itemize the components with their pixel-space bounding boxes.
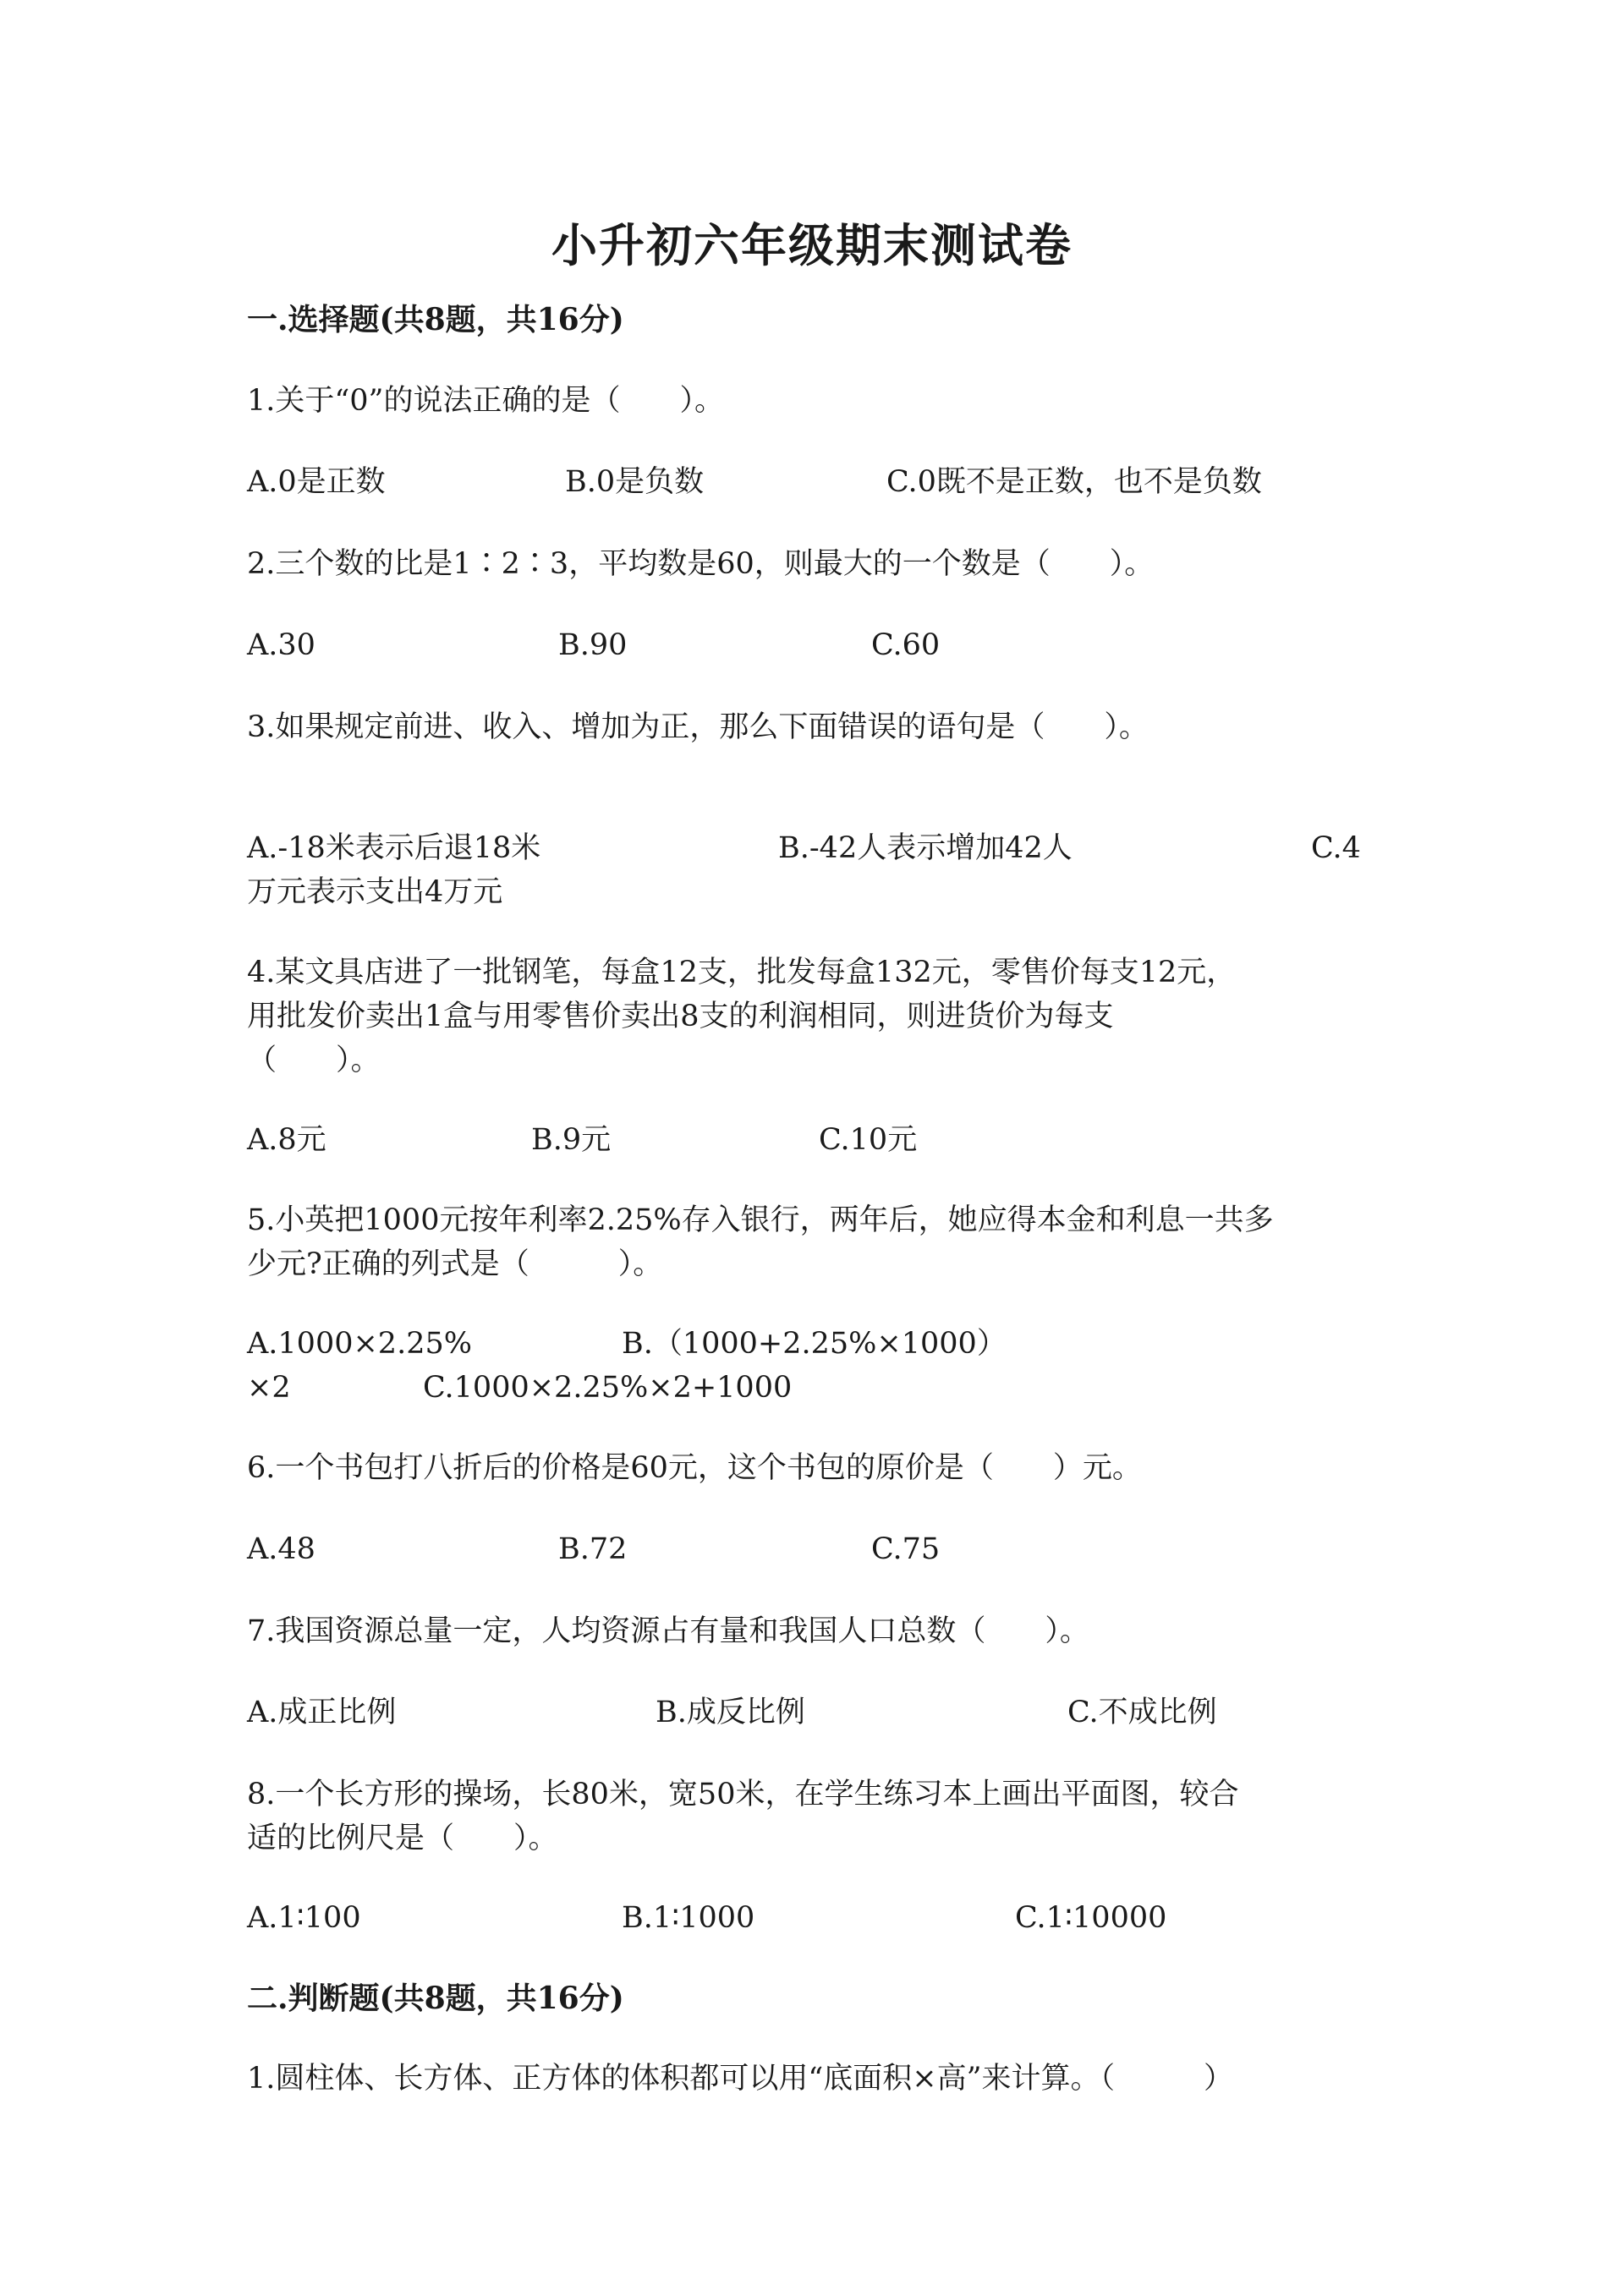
option-b: B.成反比例 [656,1696,805,1729]
option-b: B.1∶1000 [622,1901,755,1935]
option-a: A.1000×2.25% [247,1327,472,1361]
question-stem: 1.圆柱体、长方体、正方体的体积都可以用“底面积×高”来计算。（ ） [247,2062,1234,2096]
option-b: B.9元 [531,1123,612,1157]
option-a: A.0是正数 [247,465,386,499]
section-heading-choice: 一.选择题(共8题，共16分) [247,302,624,337]
question-stem-line2: 适的比例尺是（ ）。 [247,1822,558,1855]
option-a: A.-18米表示后退18米 [247,831,541,865]
option-c: C.4 [1311,831,1361,865]
question-stem-line2: 少元?正确的列式是（ ）。 [247,1247,663,1281]
question-stem: 6.一个书包打八折后的价格是60元，这个书包的原价是（ ）元。 [247,1451,1142,1485]
option-c: C.75 [871,1532,941,1566]
option-c: C.0既不是正数，也不是负数 [886,465,1262,499]
option-a: A.48 [247,1532,315,1566]
section-heading-judgement: 二.判断题(共8题，共16分) [247,1981,624,2016]
option-b: B.72 [558,1532,628,1566]
option-c: C.60 [871,628,941,662]
option-a: A.1∶100 [247,1901,361,1935]
option-b: B.0是负数 [565,465,705,499]
option-b: B.（1000+2.25%×1000） [622,1327,1007,1361]
question-stem: 3.如果规定前进、收入、增加为正，那么下面错误的语句是（ ）。 [247,710,1149,744]
question-stem: 1.关于“0”的说法正确的是（ ）。 [247,384,724,418]
option-a: A.8元 [247,1123,326,1157]
option-c: C.不成比例 [1067,1696,1217,1729]
option-b-continued: ×2 [247,1371,291,1405]
option-c: C.10元 [819,1123,918,1157]
option-a: A.30 [247,628,315,662]
question-stem: 5.小英把1000元按年利率2.25%存入银行，两年后，她应得本金和利息一共多 [247,1203,1274,1237]
question-stem-line3: （ ）。 [247,1044,381,1077]
question-stem: 2.三个数的比是1∶2∶3，平均数是60，则最大的一个数是（ ）。 [247,547,1155,581]
question-stem: 4.某文具店进了一批钢笔，每盒12支，批发每盒132元，零售价每支12元， [247,956,1237,989]
option-b: B.-42人表示增加42人 [778,831,1073,865]
option-c-continued: 万元表示支出4万元 [247,875,503,909]
question-stem-line2: 用批发价卖出1盒与用零售价卖出8支的利润相同，则进货价为每支 [247,1000,1114,1033]
question-stem: 8.一个长方形的操场，长80米，宽50米，在学生练习本上画出平面图，较合 [247,1778,1239,1811]
option-b: B.90 [558,628,628,662]
option-c: C.1∶10000 [1015,1901,1167,1935]
option-a: A.成正比例 [247,1696,397,1729]
option-c: C.1000×2.25%×2+1000 [423,1371,793,1405]
question-stem: 7.我国资源总量一定，人均资源占有量和我国人口总数（ ）。 [247,1614,1089,1648]
page-title: 小升初六年级期末测试卷 [551,218,1073,272]
